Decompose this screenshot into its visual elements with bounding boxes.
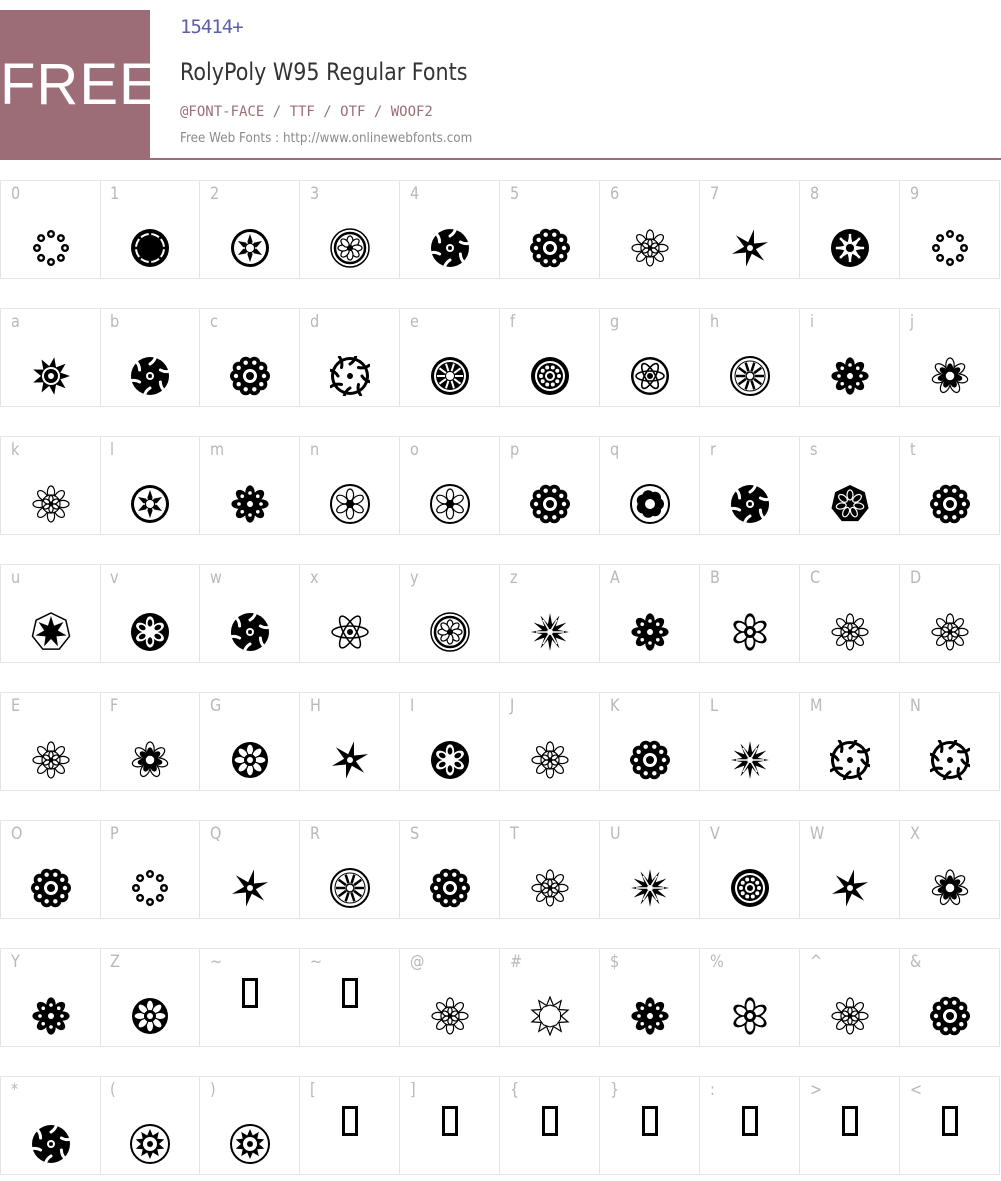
- glyph-character-label: Y: [11, 952, 20, 972]
- swirl-disc-icon: [130, 356, 170, 396]
- glyph-cell[interactable]: [600, 1076, 700, 1175]
- glyph-cell[interactable]: [500, 436, 600, 535]
- outline-rose-icon: [31, 484, 71, 524]
- glyph-cell[interactable]: [900, 948, 1000, 1047]
- glyph-character-label: m: [210, 440, 225, 460]
- glyph-character-label: Q: [210, 824, 222, 844]
- glyph-character-label: F: [110, 696, 119, 716]
- flower-light-icon: [930, 356, 970, 396]
- pinwheel-icon: [830, 868, 870, 908]
- format-list[interactable]: @FONT-FACE / TTF / OTF / WOOF2: [180, 104, 433, 120]
- glyph-cell[interactable]: [100, 1076, 200, 1175]
- glyph-cell[interactable]: [200, 948, 300, 1047]
- glyph-cell[interactable]: [300, 948, 400, 1047]
- glyph-character-label: C: [810, 568, 821, 588]
- snowflake-icon: [630, 868, 670, 908]
- outline-rose-icon: [830, 996, 870, 1036]
- glyph-row: [0, 436, 1001, 536]
- glyph-row: [0, 948, 1001, 1048]
- glyph-cell[interactable]: [0, 564, 101, 663]
- glyph-cell[interactable]: [100, 692, 200, 791]
- glyph-cell[interactable]: [400, 564, 500, 663]
- glyph-character-label: V: [710, 824, 720, 844]
- glyph-cell[interactable]: [200, 820, 300, 919]
- missing-glyph-icon: [742, 1106, 758, 1136]
- glyph-character-label: X: [910, 824, 920, 844]
- snowflake-icon: [530, 612, 570, 652]
- glyph-cell[interactable]: [700, 1076, 800, 1175]
- glyph-cell[interactable]: [400, 308, 500, 407]
- glyph-character-label: T: [510, 824, 519, 844]
- glyph-cell[interactable]: [700, 564, 800, 663]
- missing-glyph-icon: [842, 1106, 858, 1136]
- glyph-cell[interactable]: [700, 308, 800, 407]
- glyph-cell[interactable]: [200, 308, 300, 407]
- glyph-character-label: 8: [810, 184, 820, 204]
- spoke-ring-icon: [330, 868, 370, 908]
- glyph-character-label: Z: [110, 952, 120, 972]
- glyph-character-label: G: [210, 696, 222, 716]
- glyph-character-label: i: [810, 312, 815, 332]
- glyph-character-label: M: [810, 696, 823, 716]
- flower-disc-icon: [130, 612, 170, 652]
- glyph-character-label: {: [510, 1080, 520, 1100]
- ring-dots-icon: [130, 868, 170, 908]
- star-wheel-icon: [230, 228, 270, 268]
- glyph-cell[interactable]: [100, 948, 200, 1047]
- header: [0, 0, 1001, 160]
- glyph-cell[interactable]: [300, 1076, 400, 1175]
- missing-glyph-icon: [642, 1106, 658, 1136]
- glyph-row: [0, 692, 1001, 792]
- glyph-cell[interactable]: [300, 180, 400, 279]
- glyph-cell[interactable]: [100, 564, 200, 663]
- glyph-cell[interactable]: [900, 820, 1000, 919]
- glyph-cell[interactable]: [500, 692, 600, 791]
- glyph-character-label: 2: [210, 184, 220, 204]
- glyph-cell[interactable]: [100, 436, 200, 535]
- glyph-character-label: v: [110, 568, 119, 588]
- glyph-character-label: D: [910, 568, 922, 588]
- glyph-character-label: ~: [310, 952, 323, 972]
- sun-spiral-icon: [31, 356, 71, 396]
- glyph-cell[interactable]: [600, 692, 700, 791]
- glyph-character-label: >: [810, 1080, 823, 1100]
- blob-ring-icon: [630, 484, 670, 524]
- glyph-cell[interactable]: [200, 564, 300, 663]
- atom-icon: [330, 612, 370, 652]
- glyph-cell[interactable]: [500, 1076, 600, 1175]
- swirl-rose-icon: [130, 996, 170, 1036]
- pinwheel-icon: [330, 740, 370, 780]
- header-divider: [150, 158, 1001, 160]
- glyph-character-label: k: [11, 440, 20, 460]
- scallop-icon: [530, 484, 570, 524]
- glyph-character-label: f: [510, 312, 516, 332]
- glyph-cell[interactable]: [0, 180, 101, 279]
- swirl-ring-icon: [830, 740, 870, 780]
- flower-dark-icon: [630, 612, 670, 652]
- glyph-character-label: J: [510, 696, 515, 716]
- pinwheel-round-icon: [730, 996, 770, 1036]
- flower-dark-icon: [230, 484, 270, 524]
- pinwheel-icon: [730, 228, 770, 268]
- glyph-character-label: t: [910, 440, 916, 460]
- missing-glyph-icon: [242, 978, 258, 1008]
- glyph-character-label: 1: [110, 184, 120, 204]
- glyph-cell[interactable]: [0, 692, 101, 791]
- free-badge[interactable]: FREE: [0, 10, 150, 160]
- glyph-cell[interactable]: [900, 1076, 1000, 1175]
- glyph-cell[interactable]: [700, 692, 800, 791]
- glyph-character-label: P: [110, 824, 119, 844]
- glyph-cell[interactable]: [500, 564, 600, 663]
- glyph-character-label: 3: [310, 184, 320, 204]
- glyph-cell[interactable]: [200, 1076, 300, 1175]
- outline-rose-icon: [430, 996, 470, 1036]
- glyph-character-label: ^: [810, 952, 823, 972]
- glyph-cell[interactable]: [700, 436, 800, 535]
- glyph-cell[interactable]: [500, 948, 600, 1047]
- glyph-character-label: L: [710, 696, 719, 716]
- glyph-cell[interactable]: [200, 436, 300, 535]
- atom-disc-icon: [630, 356, 670, 396]
- outline-rose-icon: [830, 612, 870, 652]
- glyph-character-label: c: [210, 312, 218, 332]
- flower-dark-icon: [630, 996, 670, 1036]
- ring-dots-icon: [31, 228, 71, 268]
- flower-ring-icon: [330, 484, 370, 524]
- pinwheel-round-icon: [730, 612, 770, 652]
- heptagon-star-icon: [31, 612, 71, 652]
- glyph-cell[interactable]: [500, 820, 600, 919]
- glyph-character-label: z: [510, 568, 518, 588]
- glyph-character-label: 5: [510, 184, 520, 204]
- glyph-cell[interactable]: [600, 436, 700, 535]
- flower-ring-icon: [430, 484, 470, 524]
- glyph-character-label: x: [310, 568, 319, 588]
- flower-dark-icon: [31, 996, 71, 1036]
- glyph-character-label: ]: [410, 1080, 416, 1100]
- outline-rose-icon: [530, 868, 570, 908]
- glyph-character-label: q: [610, 440, 620, 460]
- glyph-cell[interactable]: [800, 692, 900, 791]
- glyph-cell[interactable]: [700, 948, 800, 1047]
- glyph-cell[interactable]: [600, 308, 700, 407]
- glyph-character-label: w: [210, 568, 222, 588]
- glyph-character-label: N: [910, 696, 921, 716]
- snowflake-icon: [730, 740, 770, 780]
- swirl-rose-icon: [230, 740, 270, 780]
- glyph-character-label: :: [710, 1080, 715, 1100]
- sun-ring-icon: [130, 1124, 170, 1164]
- glyph-character-label: d: [310, 312, 320, 332]
- glyph-character-label: A: [610, 568, 620, 588]
- glyph-character-label: j: [910, 312, 915, 332]
- glyph-cell[interactable]: [300, 692, 400, 791]
- glyph-cell[interactable]: [800, 1076, 900, 1175]
- pinwheel-icon: [230, 868, 270, 908]
- missing-glyph-icon: [542, 1106, 558, 1136]
- glyph-character-label: (: [110, 1080, 116, 1100]
- glyph-row: [0, 1076, 1001, 1176]
- swirl-ring-icon: [330, 356, 370, 396]
- glyph-row: [0, 308, 1001, 408]
- glyph-cell[interactable]: [600, 180, 700, 279]
- outline-rose-icon: [630, 228, 670, 268]
- glyph-character-label: W: [810, 824, 825, 844]
- solid-target-icon: [130, 228, 170, 268]
- concentric-icon: [330, 228, 370, 268]
- concentric-icon: [430, 612, 470, 652]
- glyph-cell[interactable]: [0, 820, 101, 919]
- glyph-cell[interactable]: [500, 308, 600, 407]
- swirl-ring-icon: [930, 740, 970, 780]
- missing-glyph-icon: [342, 978, 358, 1008]
- glyph-cell[interactable]: [500, 180, 600, 279]
- glyph-character-label: B: [710, 568, 720, 588]
- outline-rose-icon: [530, 740, 570, 780]
- glyph-character-label: ~: [210, 952, 223, 972]
- scallop-icon: [230, 356, 270, 396]
- missing-glyph-icon: [342, 1106, 358, 1136]
- glyph-row: [0, 820, 1001, 920]
- glyph-cell[interactable]: [200, 180, 300, 279]
- glyph-cell[interactable]: [400, 692, 500, 791]
- glyph-row: [0, 180, 1001, 280]
- spoke-disc-icon: [430, 356, 470, 396]
- glyph-cell[interactable]: [600, 564, 700, 663]
- glyph-cell[interactable]: [200, 692, 300, 791]
- glyph-character-label: ): [210, 1080, 216, 1100]
- glyph-character-label: s: [810, 440, 818, 460]
- glyph-character-label: e: [410, 312, 419, 332]
- scallop-icon: [630, 740, 670, 780]
- glyph-cell[interactable]: [0, 308, 101, 407]
- glyph-character-label: 6: [610, 184, 620, 204]
- glyph-character-label: o: [410, 440, 419, 460]
- scallop-icon: [31, 868, 71, 908]
- glyph-character-label: 4: [410, 184, 420, 204]
- glyph-character-label: $: [610, 952, 620, 972]
- glyph-character-label: H: [310, 696, 321, 716]
- swirl-disc-icon: [230, 612, 270, 652]
- glyph-cell[interactable]: [600, 820, 700, 919]
- ring-dots-icon: [930, 228, 970, 268]
- glyph-cell[interactable]: [100, 308, 200, 407]
- glyph-cell[interactable]: [0, 948, 101, 1047]
- glyph-character-label: R: [310, 824, 321, 844]
- glyph-character-label: O: [11, 824, 23, 844]
- glyph-cell[interactable]: [300, 308, 400, 407]
- heptagon-icon: [830, 484, 870, 524]
- star-outline-icon: [530, 996, 570, 1036]
- glyph-cell[interactable]: [700, 180, 800, 279]
- glyph-character-label: @: [410, 952, 425, 972]
- glyph-row: [0, 564, 1001, 664]
- glyph-cell[interactable]: [300, 436, 400, 535]
- glyph-character-label: p: [510, 440, 520, 460]
- glyph-character-label: }: [610, 1080, 620, 1100]
- glyph-character-label: #: [510, 952, 523, 972]
- glyph-cell[interactable]: [300, 820, 400, 919]
- font-count: 15414+: [180, 16, 243, 38]
- glyph-character-label: K: [610, 696, 620, 716]
- star-wheel-icon: [130, 484, 170, 524]
- page-title: RolyPoly W95 Regular Fonts: [180, 58, 468, 86]
- glyph-character-label: S: [410, 824, 420, 844]
- glyph-cell[interactable]: [800, 564, 900, 663]
- glyph-character-label: a: [11, 312, 20, 332]
- glyph-character-label: 7: [710, 184, 720, 204]
- scallop-icon: [930, 484, 970, 524]
- flower-light-icon: [130, 740, 170, 780]
- glyph-cell[interactable]: [800, 436, 900, 535]
- glyph-character-label: I: [410, 696, 415, 716]
- scallop-icon: [530, 228, 570, 268]
- glyph-cell[interactable]: [400, 948, 500, 1047]
- missing-glyph-icon: [942, 1106, 958, 1136]
- scallop-icon: [430, 868, 470, 908]
- glyph-cell[interactable]: [400, 820, 500, 919]
- glyph-cell[interactable]: [0, 436, 101, 535]
- glyph-cell[interactable]: [900, 692, 1000, 791]
- glyph-character-label: 9: [910, 184, 920, 204]
- glyph-character-label: [: [310, 1080, 316, 1100]
- glyph-character-label: U: [610, 824, 621, 844]
- glyph-character-label: 0: [11, 184, 21, 204]
- glyph-cell[interactable]: [100, 180, 200, 279]
- glyph-cell[interactable]: [400, 1076, 500, 1175]
- glyph-character-label: %: [710, 952, 724, 972]
- glyph-character-label: *: [11, 1080, 19, 1100]
- glyph-cell[interactable]: [900, 436, 1000, 535]
- flower-light-icon: [930, 868, 970, 908]
- glyph-character-label: l: [110, 440, 115, 460]
- outline-rose-icon: [31, 740, 71, 780]
- glyph-cell[interactable]: [400, 436, 500, 535]
- glyph-cell[interactable]: [600, 948, 700, 1047]
- glyph-cell[interactable]: [900, 564, 1000, 663]
- missing-glyph-icon: [442, 1106, 458, 1136]
- glyph-character-label: E: [11, 696, 21, 716]
- glyph-cell[interactable]: [700, 820, 800, 919]
- glyph-cell[interactable]: [800, 948, 900, 1047]
- glyph-cell[interactable]: [900, 180, 1000, 279]
- flower-disc-icon: [430, 740, 470, 780]
- glyph-cell[interactable]: [300, 564, 400, 663]
- glyph-character-label: b: [110, 312, 120, 332]
- glyph-character-label: <: [910, 1080, 923, 1100]
- concentric-dark-icon: [730, 868, 770, 908]
- solid-star-icon: [830, 228, 870, 268]
- swirl-disc-icon: [430, 228, 470, 268]
- glyph-character-label: r: [710, 440, 716, 460]
- flower-dark-icon: [830, 356, 870, 396]
- spoke-ring-icon: [730, 356, 770, 396]
- glyph-character-label: n: [310, 440, 320, 460]
- sun-ring-icon: [230, 1124, 270, 1164]
- site-link[interactable]: Free Web Fonts : http://www.onlinewebfonts.com: [180, 131, 473, 146]
- glyph-character-label: h: [710, 312, 720, 332]
- glyph-character-label: &: [910, 952, 922, 972]
- concentric-dark-icon: [530, 356, 570, 396]
- scallop-icon: [930, 996, 970, 1036]
- swirl-disc-icon: [730, 484, 770, 524]
- outline-rose-icon: [930, 612, 970, 652]
- glyph-cell[interactable]: [800, 308, 900, 407]
- glyph-cell[interactable]: [900, 308, 1000, 407]
- glyph-character-label: y: [410, 568, 419, 588]
- glyph-cell[interactable]: [800, 180, 900, 279]
- glyph-character-label: u: [11, 568, 21, 588]
- glyph-cell[interactable]: [800, 820, 900, 919]
- glyph-cell[interactable]: [0, 1076, 101, 1175]
- glyph-cell[interactable]: [100, 820, 200, 919]
- glyph-cell[interactable]: [400, 180, 500, 279]
- swirl-disc-icon: [31, 1124, 71, 1164]
- glyph-character-label: g: [610, 312, 620, 332]
